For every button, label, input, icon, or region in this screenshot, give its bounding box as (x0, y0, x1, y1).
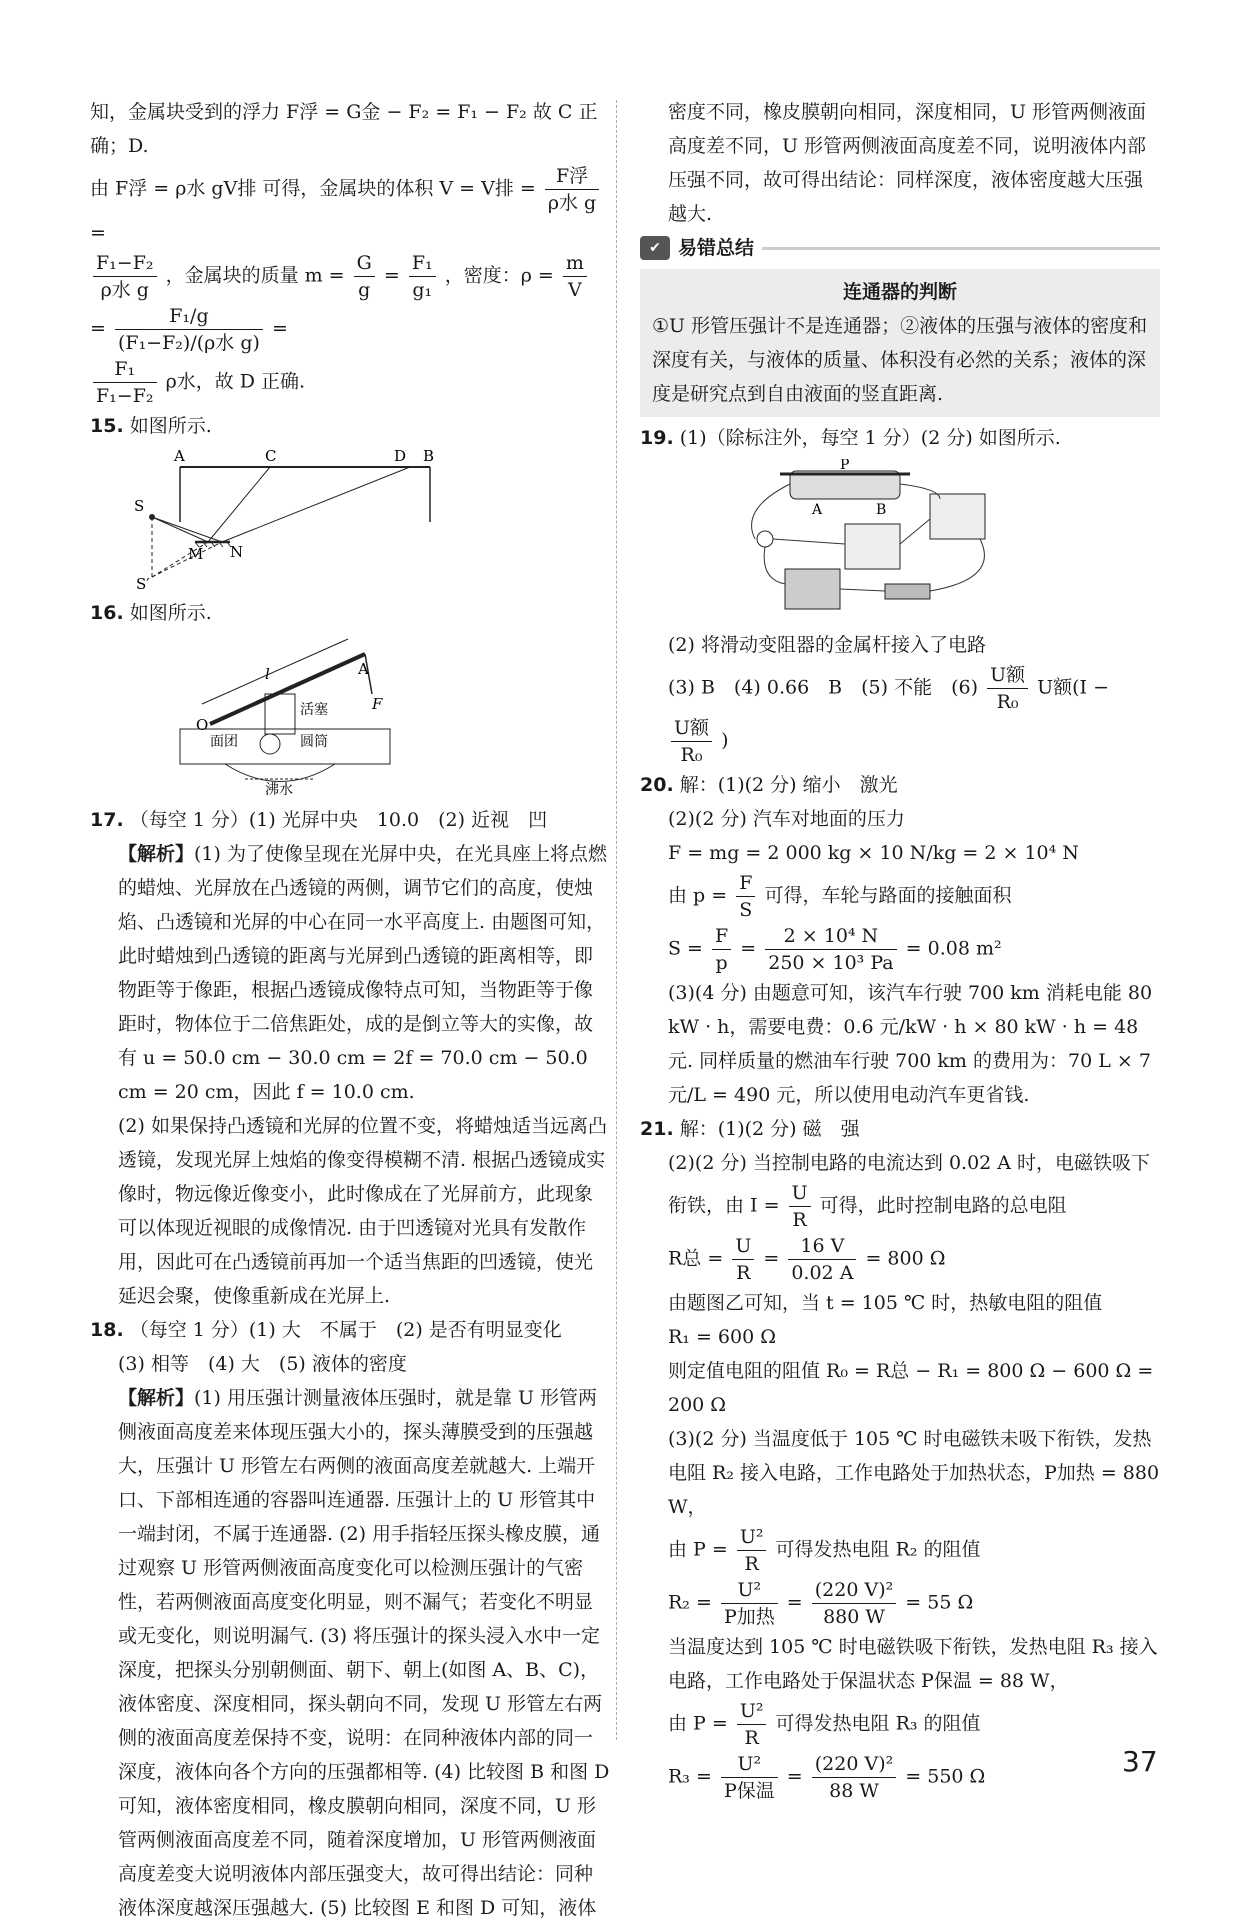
q16: 16. 如图所示. (90, 602, 212, 624)
fig15-label-c: C (265, 447, 277, 465)
q21: 21. 解：(1)(2 分) 磁 强 (640, 1118, 860, 1140)
fig15-reflection-diagram (90, 447, 490, 592)
q14-line1: 知，金属块受到的浮力 F浮 = G金 − F₂ = F₁ − F₂ 故 C 正确；D. (90, 101, 598, 157)
q15: 15. 如图所示. (90, 415, 212, 437)
fig16-label-a: A (358, 660, 369, 678)
q21-line-f: 则定值电阻的阻值 R₀ = R总 − R₁ = 800 Ω − 600 Ω = 200 Ω (668, 1360, 1154, 1416)
fig15-label-n: N (230, 543, 244, 561)
summary-box-text: ①U 形管压强计不是连通器；②液体的压强与液体的密度和深度有关，与液体的质量、体积没有必然的关系；液体的深度是研究点到自由液面的竖直距离. (652, 315, 1148, 405)
q19: 19. (1)（除标注外，每空 1 分）(2 分) 如图所示. (640, 427, 1061, 449)
fig16-label-o: O (196, 716, 209, 734)
summary-header (640, 231, 1160, 265)
fig15-label-m: M (188, 545, 204, 563)
q21-line-h: 由 P = $\frac{\text{U²}}{R}$ 可得发热电阻 R₂ 的阻值 (668, 1526, 981, 1575)
check-icon: ✔ (640, 236, 670, 260)
fig15-label-d: D (394, 447, 407, 465)
q21-total-resistance: R总 = $\frac{U}{R}$ = $\frac{16 V}{0.02 A}$ = 800 Ω (668, 1235, 946, 1284)
q18-continued: 密度不同，橡皮膜朝向相同，深度相同，U 形管两侧液面高度差不同，U 形管两侧液面高度差不同，说明液体内部压强不同，故可得出结论：同样深度，液体密度越大压强越大. (668, 101, 1147, 225)
q21-r2: R₂ = $\frac{\text{U²}}{\text{P加热}}$ = $\frac{\text{(220 V)²}}{880 W}$ = 55 Ω (668, 1579, 974, 1628)
fig16-label-dough: 面团 (210, 734, 238, 750)
fig19-label-a: A (812, 502, 823, 518)
q17: 17. （每空 1 分）(1) 光屏中央 10.0 (2) 近视 凹 (90, 809, 548, 831)
q20-formula: 由 p = $\frac{F}{S}$ 可得，车轮与路面的接触面积 (668, 872, 1012, 921)
fig16-label-cylinder: 圆筒 (300, 734, 328, 750)
fig19-circuit-diagram (640, 459, 1040, 624)
q19-part2: (2) 将滑动变阻器的金属杆接入了电路 (668, 634, 986, 656)
column-divider (616, 100, 617, 1740)
q14-line4: $\frac{\text{F₁}}{\text{F₁−F₂}}$ ρ水，故 D 正确. (90, 356, 610, 409)
q21-r3: R₃ = $\frac{\text{U²}}{\text{P保温}}$ = $\frac{\text{(220 V)²}}{88 W}$ = 550 Ω (668, 1753, 986, 1802)
right-column (640, 95, 1160, 1804)
q19-part3: (3) B (4) 0.66 B (5) 不能 (6) $\frac{\text{U额}}{\text{R₀}}$ U额(I − $\frac{\text{U额}}{\text{R₀}}$ ) (668, 664, 1110, 766)
q14-line3: $\frac{\text{F₁−F₂}}{\text{ρ水 g}}$ ，金属块的质量 m = $\frac{G}{g}$ = $\frac{\text{F₁}}{\text{g₁}}$ ，密度：ρ = $\frac{m}{V}$ = $\frac{\text{F₁/g}}{\text{(F₁−F₂)/(ρ水 g)}}$ = (90, 250, 610, 356)
q21-part3: (3)(2 分) 当温度低于 105 ℃ 时电磁铁未吸下衔铁，发热电阻 R₂ 接入电路，工作电路处于加热状态，P加热 = 880 W， (668, 1428, 1160, 1518)
q18-answers: (3) 相等 (4) 大 (5) 液体的密度 (118, 1353, 407, 1375)
fig19-label-b: B (876, 502, 887, 518)
q18-analysis: 【解析】(1) 用压强计测量液体压强时，就是靠 U 形管两侧液面高度差来体现压强大小的，探头薄膜受到的压强越大，压强计 U 形管左右两侧的液面高度差就越大. 上端开口、下部相连通的容器叫连通器. 压强计上的 U 形管其中一端封闭，不属于连通器. (2) 用手指轻压探头橡皮膜，通过观察 U 形管两侧液面高度变化可以检测压强计的气密性，若两侧液面高度变化明显，则不漏气；若变化不明显或无变化，则说明漏气. (3) 将压强计的探头浸入水中一定深度，把探头分别朝侧面、朝下、朝上(如图 A、B、C)，液体密度、深度相同，探头朝向不同，发现 U 形管左右两侧的液面高度差保持不变，说明：在同种液体内部的同一深度，液体向各个方向的压强都相等. (4) 比较图 B 和图 D 可知，液体密度相同，橡皮膜朝向相同，深度不同，U 形管两侧液面高度差不同，随着深度增加，U 形管两侧液面高度差变大说明液体内部压强变大，故可得出结论：同种液体深度越深压强越大. (5) 比较图 E 和图 D 可知，液体 (118, 1387, 610, 1919)
fig16-label-l: l (265, 665, 270, 683)
fig16-label-f: F (372, 695, 383, 713)
q21-part2: (2)(2 分) 当控制电路的电流达到 0.02 A 时，电磁铁吸下衔铁，由 I = $\frac{U}{R}$ 可得，此时控制电路的总电阻 (668, 1152, 1151, 1231)
q20-area: S = $\frac{F}{p}$ = $\frac{\text{2 × 10⁴ N}}{\text{250 × 10³ Pa}}$ = 0.08 m² (668, 925, 1002, 974)
page-number: 37 (1122, 1745, 1158, 1778)
summary-box-title: 连通器的判断 (842, 281, 957, 303)
fig16-label-piston: 活塞 (300, 702, 328, 718)
q20-part3: (3)(4 分) 由题意可知，该汽车行驶 700 km 消耗电能 80 kW · h，需要电费：0.6 元/kW · h × 80 kW · h = 48 元. 同样质量的燃油车行驶 700 km 的费用为：70 L × 7 元/L = 490 元，所以使用电动汽车更省钱. (668, 982, 1153, 1106)
fig16-label-water: 沸水 (265, 782, 293, 798)
q17-analysis-2: (2) 如果保持凸透镜和光屏的位置不变，将蜡烛适当远离凸透镜，发现光屏上烛焰的像变得模糊不清. 根据凸透镜成实像时，物远像近像变小，此时像成在了光屏前方，此现象可以体现近视眼的成像情况. 由于凹透镜对光具有发散作用，因此可在凸透镜前再加一个适当焦距的凹透镜，使光延迟会聚，使像重新成在光屏上. (118, 1115, 607, 1307)
q21-line-e: R₁ = 600 Ω (668, 1326, 776, 1348)
q21-line-k: 由 P = $\frac{\text{U²}}{R}$ 可得发热电阻 R₃ 的阻值 (668, 1700, 981, 1749)
q17-analysis: 【解析】(1) 为了使像呈现在光屏中央，在光具座上将点燃的蜡烛、光屏放在凸透镜的两侧，调节它们的高度，使烛焰、凸透镜和光屏的中心在同一水平高度上. 由题图可知，此时蜡烛到凸透镜的距离与光屏到凸透镜的距离相等，即物距等于像距，根据凸透镜成像特点可知，当物距等于像距时，物体位于二倍焦距处，成的是倒立等大的实像，故有 u = 50.0 cm − 30.0 cm = 2f = 70.0 cm − 50.0 cm = 20 cm，因此 f = 10.0 cm. (118, 843, 607, 1103)
q21-line-d: 由题图乙可知，当 t = 105 ℃ 时，热敏电阻的阻值 (668, 1292, 1103, 1314)
q18: 18. （每空 1 分）(1) 大 不属于 (2) 是否有明显变化 (90, 1319, 562, 1341)
fig15-label-b: B (423, 447, 435, 465)
fig15-label-s-prime: S′ (136, 575, 150, 592)
q20: 20. 解：(1)(2 分) 缩小 激光 (640, 774, 898, 796)
fig15-label-s: S (134, 497, 145, 515)
q14-line2: 由 F浮 = ρ水 gV排 可得，金属块的体积 V = V排 = $\frac{\text{F浮}}{\text{ρ水 g}}$ = (90, 163, 610, 250)
fig19-label-p: P (840, 459, 850, 473)
left-column (90, 95, 610, 1925)
fig15-label-a: A (174, 447, 185, 465)
fig16-lever-diagram (90, 634, 490, 799)
q20-part2: (2)(2 分) 汽车对地面的压力 (668, 808, 905, 830)
summary-title: 易错总结 (678, 237, 755, 259)
summary-box (640, 269, 1160, 417)
q20-force: F = mg = 2 000 kg × 10 N/kg = 2 × 10⁴ N (668, 842, 1079, 864)
q21-line-j: 当温度达到 105 ℃ 时电磁铁吸下衔铁，发热电阻 R₃ 接入电路，工作电路处于保温状态 P保温 = 88 W， (668, 1636, 1158, 1692)
